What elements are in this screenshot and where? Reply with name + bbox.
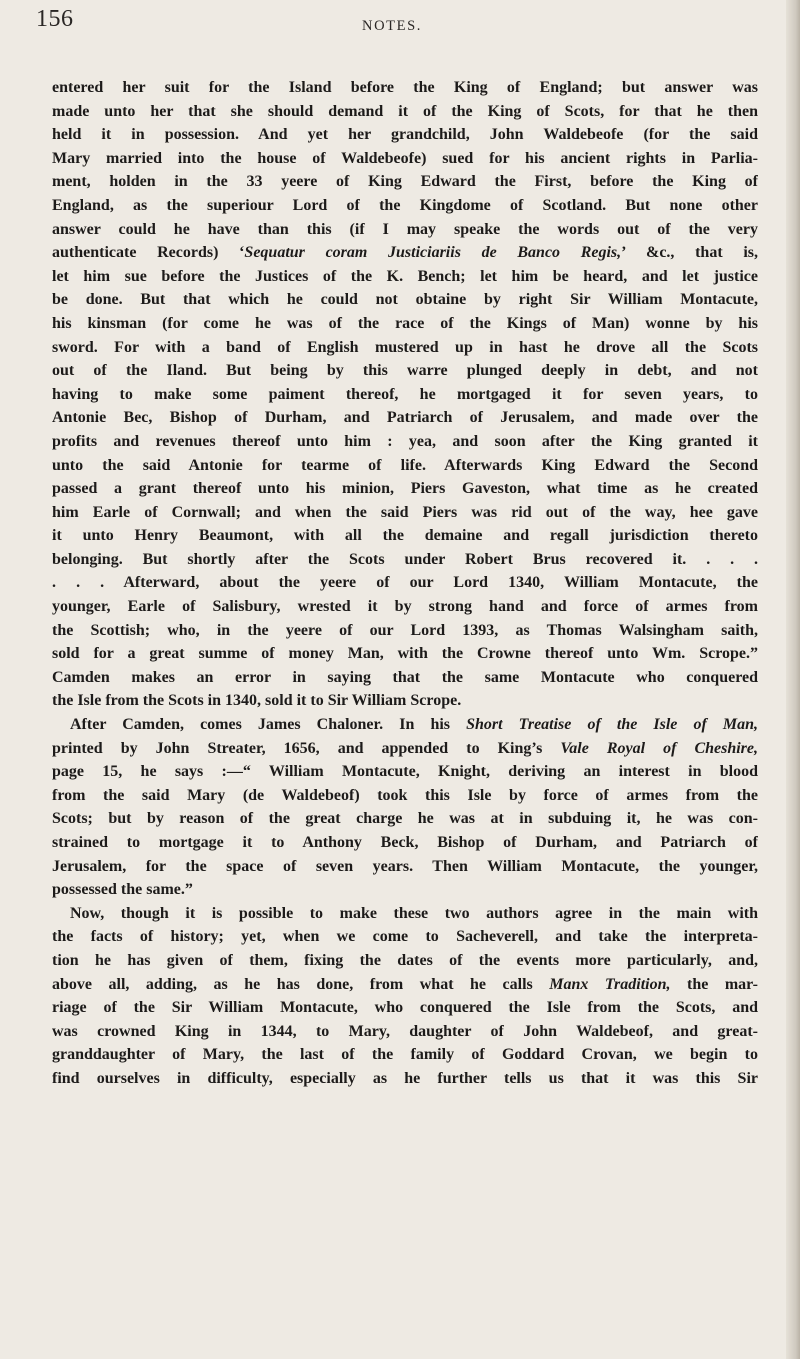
italic-title: Sequatur coram Justiciariis de Banco Regis, <box>244 244 622 262</box>
text-line: Antonie Bec, Bishop of Durham, and Patriarch of Jerusalem, and made over the <box>52 409 758 427</box>
text-line: answer could he have than this (if I may speake the words out of the very <box>52 220 758 238</box>
text-line: him Earle of Cornwall; and when the said Piers was rid out of the way, hee gave <box>52 503 758 521</box>
text-line: the Scottish; who, in the yeere of our Lord 1393, as Thomas Walsingham saith, <box>52 621 758 639</box>
text-line: unto the said Antonie for tearme of life. Afterwards King Edward the Second <box>52 456 758 474</box>
text-line: his kinsman (for come he was of the race of the Kings of Man) wonne by his <box>52 314 758 332</box>
italic-title: Manx Tradition, <box>549 975 671 993</box>
text-run: After Camden, comes James Chaloner. In his <box>70 716 467 734</box>
text-line: made unto her that she should demand it of the King of Scots, for that he then <box>52 102 758 120</box>
text-line: belonging. But shortly after the Scots under Robert Brus recovered it. . . . <box>52 550 758 568</box>
text-line: sold for a great summe of money Man, with the Crowne thereof unto Wm. Scrope.” <box>52 645 758 663</box>
text-run: above all, adding, as he has done, from what he calls <box>52 975 550 993</box>
text-line: was crowned King in 1344, to Mary, daughter of John Waldebeof, and great- <box>52 1022 758 1040</box>
text-line: Now, though it is possible to make these two authors agree in the main with <box>70 904 758 922</box>
text-line: the facts of history; yet, when we come to Sacheverell, and take the interpreta- <box>52 928 758 946</box>
running-head: NOTES. <box>362 18 422 34</box>
text-line: England, as the superiour Lord of the Kingdome of Scotland. But none other <box>52 196 758 214</box>
text-line: page 15, he says :—“ William Montacute, Knight, deriving an interest in blood <box>52 763 758 781</box>
text-line: younger, Earle of Salisbury, wrested it by strong hand and force of armes from <box>52 598 758 616</box>
italic-title: Short Treatise of the Isle of Man, <box>466 716 758 734</box>
text-line <box>52 241 758 265</box>
text-run: ’ &c., that is, <box>621 244 758 262</box>
text-line: from the said Mary (de Waldebeof) took this Isle by force of armes from the <box>52 786 758 804</box>
text-line: . . . Afterward, about the yeere of our Lord 1340, William Montacute, the <box>52 574 758 592</box>
text-line: sword. For with a band of English mustered up in hast he drove all the Scots <box>52 338 758 356</box>
text-line: Scots; but by reason of the great charge he was at in subduing it, he was con- <box>52 810 758 828</box>
text-line <box>52 713 758 737</box>
text-line <box>52 737 758 761</box>
text-run: printed by John Streater, 1656, and appended to King’s <box>52 739 561 757</box>
text-line: granddaughter of Mary, the last of the family of Goddard Crovan, we begin to <box>52 1046 758 1064</box>
text-line: Mary married into the house of Waldebeofe) sued for his ancient rights in Parlia- <box>52 149 758 167</box>
text-line: possessed the same.” <box>52 881 193 899</box>
text-line: strained to mortgage it to Anthony Beck, Bishop of Durham, and Patriarch of <box>52 834 758 851</box>
body-text <box>52 76 758 1091</box>
italic-title: Vale Royal of Cheshire, <box>560 739 758 757</box>
text-line: held it in possession. And yet her grandchild, John Waldebeofe (for the said <box>52 126 758 144</box>
text-line: passed a grant thereof unto his minion, Piers Gaveston, what time as he created <box>52 480 758 498</box>
text-line: profits and revenues thereof unto him : yea, and soon after the King granted it <box>52 432 758 450</box>
text-run: authenticate Records) ‘ <box>52 244 245 262</box>
text-line: find ourselves in difficulty, especially as he further tells us that it was this Sir <box>52 1069 758 1087</box>
text-line: out of the Iland. But being by this warre plunged deeply in debt, and not <box>52 362 758 380</box>
text-line: Jerusalem, for the space of seven years. Then William Montacute, the younger, <box>52 857 758 875</box>
text-line: the Isle from the Scots in 1340, sold it to Sir William Scrope. <box>52 692 462 710</box>
text-line: riage of the Sir William Montacute, who conquered the Isle from the Scots, and <box>52 999 758 1017</box>
text-line: be done. But that which he could not obtaine by right Sir William Montacute, <box>52 291 758 309</box>
page-number: 156 <box>36 6 74 32</box>
text-line: ment, holden in the 33 yeere of King Edward the First, before the King of <box>52 173 758 191</box>
text-line: it unto Henry Beaumont, with all the demaine and regall jurisdiction thereto <box>52 527 758 545</box>
text-line: having to make some paiment thereof, he mortgaged it for seven years, to <box>52 385 758 403</box>
text-line: entered her suit for the Island before the King of England; but answer was <box>52 79 758 96</box>
text-line <box>52 973 758 997</box>
text-line: let him sue before the Justices of the K. Bench; let him be heard, and let justice <box>52 267 758 285</box>
page-edge <box>786 0 800 1359</box>
text-line: tion he has given of them, fixing the dates of the events more particularly, and, <box>52 951 758 969</box>
text-line: Camden makes an error in saying that the same Montacute who conquered <box>52 668 758 686</box>
text-run: the mar- <box>670 975 758 993</box>
